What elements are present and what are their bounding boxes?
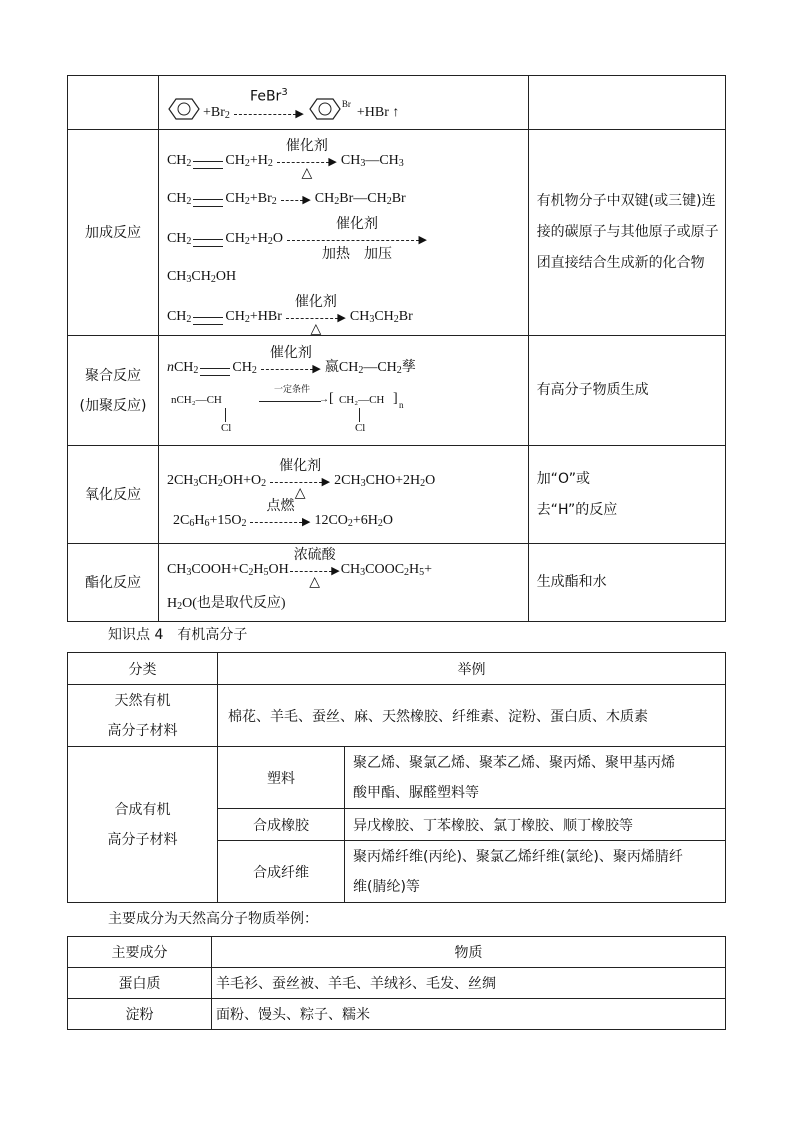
type-cell: 聚合反应 (加聚反应) <box>68 336 159 446</box>
equation-cell <box>158 336 528 446</box>
table-row <box>68 544 726 622</box>
desc-cell: 有高分子物质生成 <box>528 336 725 446</box>
subcategory-cell: 合成纤维 <box>218 841 345 903</box>
equation-cell <box>158 544 528 622</box>
equation-line: CH 2 CH 2 +H 2 催化剂 ▶ △ CH 3 —CH 3 <box>166 137 404 181</box>
reaction-arrow: 催化剂 ▶ <box>261 362 321 376</box>
substance-cell: 羊毛衫、蚕丝被、羊毛、羊绒衫、毛发、丝绸 <box>212 968 726 999</box>
column-header: 物质 <box>212 937 726 968</box>
equation-line: CH 3 COOH+C 2 H 5 OH 浓硫酸 ▶ △ CH 3 COOC 2 H 5 + <box>166 546 433 590</box>
equation-line: CH 2 CH 2 +Br 2 ▶ CH 2 Br—CH 2 Br <box>166 190 406 207</box>
column-header: 分类 <box>68 653 218 685</box>
equation-cell <box>158 130 528 336</box>
reaction-table <box>67 75 726 622</box>
substance-cell: 面粉、馒头、粽子、糯米 <box>212 999 726 1030</box>
reaction-arrow: 浓硫酸 ▶ △ <box>290 564 340 578</box>
reaction-arrow: 催化剂 ▶ △ <box>277 155 337 169</box>
table-header-row <box>68 937 726 968</box>
desc-cell <box>528 76 725 130</box>
desc-cell: 加“O”或 去“H”的反应 <box>528 446 725 544</box>
reactant-text: +Br <box>202 104 225 120</box>
equation-line: n CH 2 CH 2 催化剂 ▶ 嬴 CH 2 —CH 2 孳 <box>166 344 416 376</box>
catalyst-label: FeBr$^3$ <box>250 86 288 105</box>
example-cell: 聚乙烯、聚氯乙烯、聚苯乙烯、聚丙烯、聚甲基丙烯 酸甲酯、脲醛塑料等 <box>345 747 726 809</box>
equation-line: 2C 6 H 6 +15O 2 点燃 ▶ 12CO 2 +6H 2 O <box>172 497 394 529</box>
equation-line: 2CH 3 CH 2 OH+O 2 催化剂 ▶ △ 2CH 3 CHO+2H 2 O <box>166 457 436 501</box>
column-header: 主要成分 <box>68 937 212 968</box>
example-cell: 棉花、羊毛、蚕丝、麻、天然橡胶、纤维素、淀粉、蛋白质、木质素 <box>218 685 726 747</box>
type-cell: 酯化反应 <box>68 544 159 622</box>
category-cell: 天然有机 高分子材料 <box>68 685 218 747</box>
benzene-icon <box>167 97 201 121</box>
example-cell: 异戊橡胶、丁苯橡胶、氯丁橡胶、顺丁橡胶等 <box>345 809 726 841</box>
equation-line: CH 2 CH 2 +HBr 催化剂 ▶ △ CH 3 CH 2 Br <box>166 293 413 337</box>
table-row <box>68 685 726 747</box>
table-row <box>68 999 726 1030</box>
reaction-arrow: 点燃 ▶ <box>250 515 310 529</box>
reaction-arrow: 催化剂 ▶ △ <box>286 311 346 325</box>
equation-cell <box>158 76 528 130</box>
type-cell: 加成反应 <box>68 130 159 336</box>
subcategory-cell: 合成橡胶 <box>218 809 345 841</box>
section-heading: 主要成分为天然高分子物质举例： <box>108 911 318 927</box>
table-row <box>68 336 726 446</box>
table-row <box>68 747 726 809</box>
equation-cell <box>158 446 528 544</box>
component-cell: 蛋白质 <box>68 968 212 999</box>
natural-polymer-table <box>67 936 726 1030</box>
category-cell: 合成有机 高分子材料 <box>68 747 218 903</box>
table-row <box>68 446 726 544</box>
component-cell: 淀粉 <box>68 999 212 1030</box>
bromobenzene-icon <box>308 97 342 121</box>
subcategory-cell: 塑料 <box>218 747 345 809</box>
reaction-arrow: 催化剂 ▶ △ <box>270 475 330 489</box>
desc-cell: 有机物分子中双键(或三键)连接的碳原子与其他原子或原子团直接结合生成新的化合物 <box>528 130 725 336</box>
desc-cell: 生成酯和水 <box>528 544 725 622</box>
polymer-table <box>67 652 726 903</box>
reaction-arrow: FeBr$^3$ ▶ <box>234 107 304 121</box>
pvc-equation: nCH₂—CH Cl 一定条件 → [ CH₂—CH ] n Cl <box>170 383 404 434</box>
table-row <box>68 130 726 336</box>
equation-line: H 2 O(也是取代反应) <box>166 595 286 612</box>
product-text: +HBr ↑ <box>356 104 400 120</box>
section-heading: 知识点 4 有机高分子 <box>108 627 248 643</box>
br-label: Br <box>341 98 351 109</box>
column-header: 举例 <box>218 653 726 685</box>
reaction-arrow: 催化剂 ▶ 加热 加压 <box>287 233 427 247</box>
type-cell <box>68 76 159 130</box>
equation-line: CH 2 CH 2 +H 2 O 催化剂 ▶ 加热 加压 <box>166 215 428 262</box>
example-cell: 聚丙烯纤维(丙纶)、聚氯乙烯纤维(氯纶)、聚丙烯腈纤 维(腈纶)等 <box>345 841 726 903</box>
equation-line: +Br 2 FeBr$^3$ ▶ Br +HBr ↑ <box>167 79 528 127</box>
table-row <box>68 76 726 130</box>
table-row <box>68 968 726 999</box>
equation-line: CH 3 CH 2 OH <box>166 268 237 285</box>
reaction-arrow: ▶ <box>281 193 311 207</box>
type-cell: 氧化反应 <box>68 446 159 544</box>
table-header-row <box>68 653 726 685</box>
